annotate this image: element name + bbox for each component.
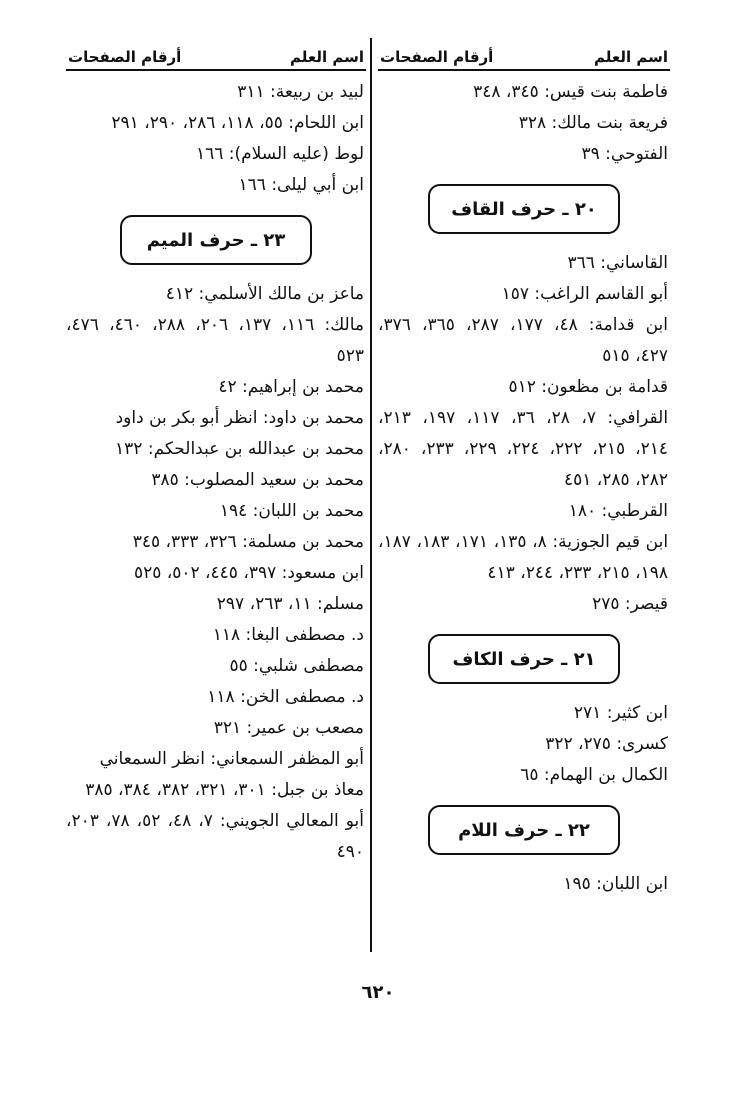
column-header [66, 38, 366, 71]
section-heading-lam: ٢٢ ـ حرف اللام [428, 805, 620, 855]
section-heading-mim: ٢٣ ـ حرف الميم [120, 215, 312, 265]
section-heading-kaf: ٢١ ـ حرف الكاف [428, 634, 620, 684]
index-entry: كسرى: ٢٧٥، ٣٢٢ [545, 734, 668, 754]
index-entry: أبو المظفر السمعاني: انظر السمعاني [99, 749, 364, 769]
index-entry: مصعب بن عمير: ٣٢١ [213, 718, 364, 738]
index-entry: ابن اللحام: ٥٥، ١١٨، ٢٨٦، ٢٩٠، ٢٩١ [111, 113, 364, 133]
index-entry: القاساني: ٣٦٦ [567, 253, 668, 273]
column-divider [370, 38, 372, 952]
index-entry: ابن أبي ليلى: ١٦٦ [238, 175, 364, 195]
name-header: اسم العلم [593, 48, 668, 66]
index-entry: مصطفى شلبي: ٥٥ [229, 656, 364, 676]
pages-header: أرقام الصفحات [380, 48, 494, 66]
index-entry: الكمال بن الهمام: ٦٥ [520, 765, 668, 785]
index-entry: القرافي: ٧، ٢٨، ٣٦، ١١٧، ١٩٧، ٢١٣، ٢١٤، ٢١٥، ٢٢٢، ٢٢٤، ٢٢٩، ٢٣٣، ٢٨٠، ٢٨٢، ٢٨٥، ٤٥١ [378, 408, 669, 490]
index-entry: د. مصطفى البغا: ١١٨ [212, 625, 364, 645]
index-entry: محمد بن إبراهيم: ٤٢ [218, 377, 364, 397]
section-heading-qaf: ٢٠ ـ حرف القاف [428, 184, 620, 234]
index-entry: أبو القاسم الراغب: ١٥٧ [501, 284, 668, 304]
index-entry: القرطبي: ١٨٠ [568, 501, 668, 521]
index-entry: محمد بن مسلمة: ٣٢٦، ٣٣٣، ٣٤٥ [132, 532, 364, 552]
name-header: اسم العلم [289, 48, 364, 66]
index-entry: ابن مسعود: ٣٩٧، ٤٤٥، ٥٠٢، ٥٢٥ [133, 563, 364, 583]
index-entry: لبيد بن ربيعة: ٣١١ [237, 82, 364, 102]
index-entry: محمد بن اللبان: ١٩٤ [219, 501, 364, 521]
index-entry: قدامة بن مظعون: ٥١٢ [508, 377, 668, 397]
index-entry: محمد بن سعيد المصلوب: ٣٨٥ [151, 470, 364, 490]
index-entry: أبو المعالي الجويني: ٧، ٤٨، ٥٢، ٧٨، ٢٠٣، ٤٩٠ [66, 811, 364, 862]
page-number: ٦٢٠ [361, 982, 395, 1003]
index-entry: فاطمة بنت قيس: ٣٤٥، ٣٤٨ [473, 82, 668, 102]
index-entry: د. مصطفى الخن: ١١٨ [207, 687, 364, 707]
index-entry: معاذ بن جبل: ٣٠١، ٣٢١، ٣٨٢، ٣٨٤، ٣٨٥ [85, 780, 364, 800]
index-entry: الفتوحي: ٣٩ [581, 144, 668, 164]
column-header [378, 38, 670, 71]
index-entry: ابن قيم الجوزية: ٨، ١٣٥، ١٧١، ١٨٣، ١٨٧، ١٩٨، ٢١٥، ٢٣٣، ٢٤٤، ٤١٣ [378, 532, 669, 583]
index-entry: محمد بن داود: انظر أبو بكر بن داود [115, 408, 364, 428]
right-column [378, 38, 670, 900]
pages-header: أرقام الصفحات [68, 48, 182, 66]
index-entry: مسلم: ١١، ٢٦٣، ٢٩٧ [216, 594, 364, 614]
index-entry: ابن قدامة: ٤٨، ١٧٧، ٢٨٧، ٣٦٥، ٣٧٦، ٤٢٧، ٥١٥ [378, 315, 668, 366]
index-entry: مالك: ١١٦، ١٣٧، ٢٠٦، ٢٨٨، ٤٦٠، ٤٧٦، ٥٢٣ [66, 315, 364, 366]
index-entry: ماعز بن مالك الأسلمي: ٤١٢ [165, 284, 364, 304]
index-entry: فريعة بنت مالك: ٣٢٨ [518, 113, 668, 133]
index-entry: ابن كثير: ٢٧١ [573, 703, 668, 723]
index-entry: قيصر: ٢٧٥ [592, 594, 668, 614]
index-entry: لوط (عليه السلام): ١٦٦ [195, 144, 364, 164]
left-column [66, 38, 366, 868]
index-entry: ابن اللبان: ١٩٥ [563, 874, 668, 894]
index-entry: محمد بن عبدالله بن عبدالحكم: ١٣٢ [115, 439, 364, 459]
